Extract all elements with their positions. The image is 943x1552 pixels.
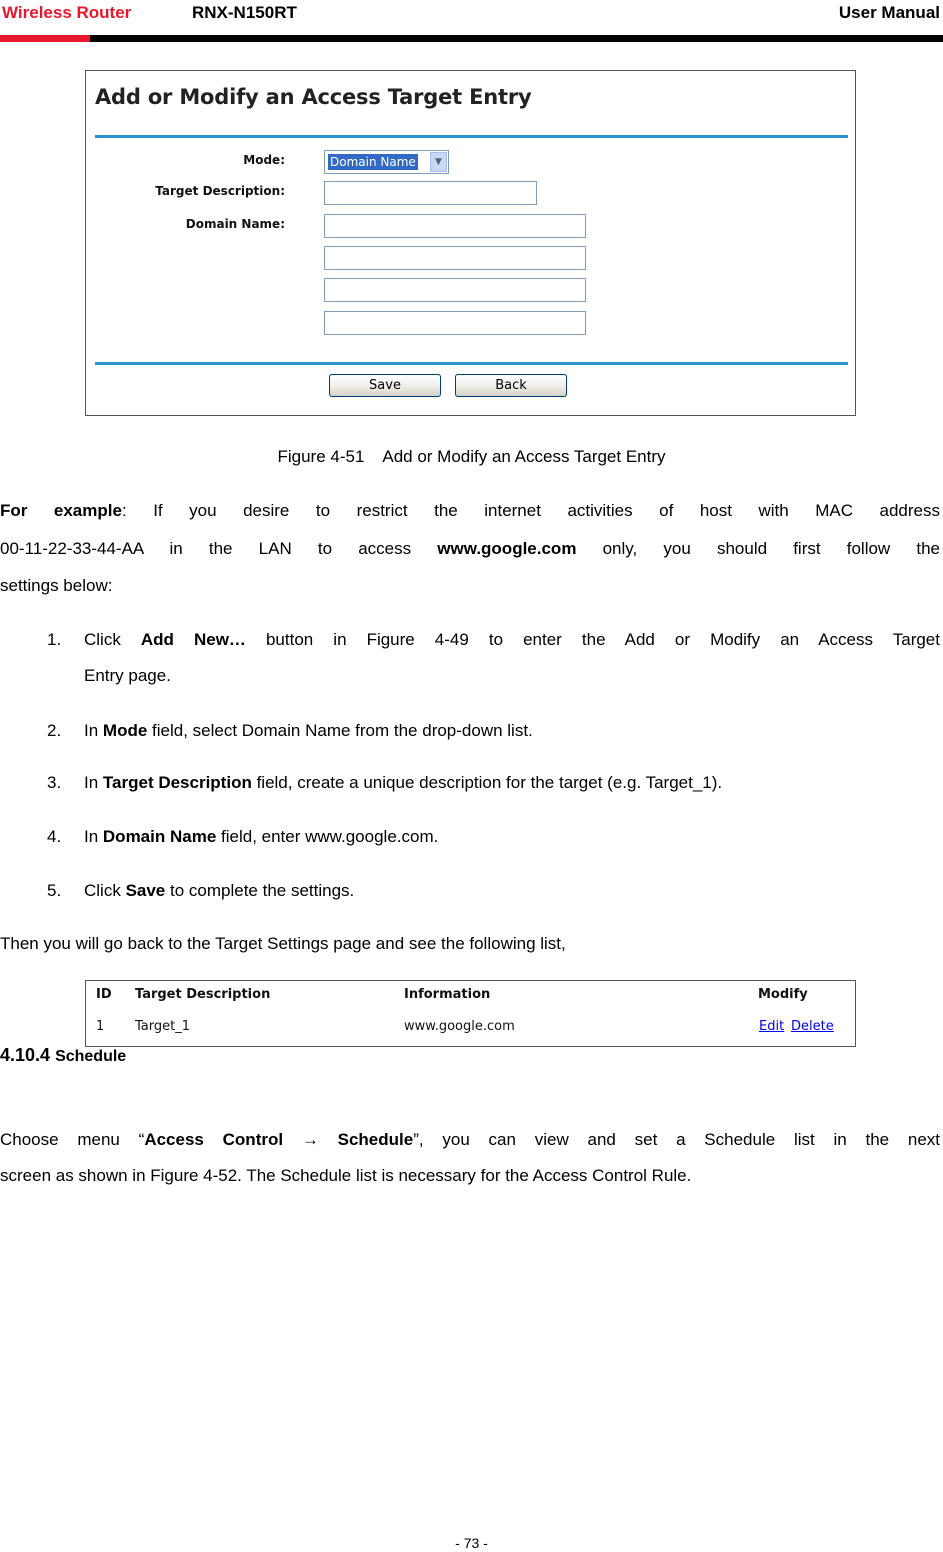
save-button[interactable]: Save bbox=[329, 374, 441, 397]
target-description-label: Target Description: bbox=[155, 184, 285, 198]
edit-link[interactable]: Edit bbox=[759, 1019, 785, 1034]
example-line-2-pre: 00-11-22-33-44-AA in the LAN to access bbox=[0, 539, 438, 558]
example-lead: For example bbox=[0, 501, 122, 520]
header-model: RNX-N150RT bbox=[192, 3, 297, 22]
header-rule-red bbox=[0, 35, 90, 42]
domain-name-input-1[interactable] bbox=[324, 214, 586, 238]
schedule-line-2: screen as shown in Figure 4-52. The Schedule list is necessary for the Access Control Rule. bbox=[0, 1166, 692, 1185]
target-description-input[interactable] bbox=[324, 181, 537, 205]
schedule-line-1 bbox=[0, 1121, 940, 1159]
page-header bbox=[0, 0, 943, 44]
domain-name-input-3[interactable] bbox=[324, 278, 586, 302]
then-paragraph: Then you will go back to the Target Settings page and see the following list, bbox=[0, 934, 566, 953]
mode-label: Mode: bbox=[243, 153, 285, 167]
example-line-2 bbox=[0, 530, 940, 568]
table-header-information: Information bbox=[404, 987, 491, 1002]
step-text-pre: In bbox=[84, 721, 103, 740]
header-manual-title: User Manual bbox=[838, 3, 940, 22]
step-text bbox=[84, 622, 940, 658]
step-text-post: field, create a unique description for the target (e.g. Target_1). bbox=[251, 773, 723, 792]
domain-name-label: Domain Name: bbox=[185, 217, 285, 231]
step-text-post: to complete the settings. bbox=[165, 881, 355, 900]
schedule-text-pre: Choose menu “ bbox=[0, 1130, 145, 1149]
table-cell-id: 1 bbox=[96, 1019, 105, 1034]
header-rule-black bbox=[90, 35, 943, 42]
step-text-continued: Entry page. bbox=[84, 666, 171, 685]
step-text bbox=[84, 873, 940, 909]
step-text-bold: Add New… bbox=[140, 630, 246, 649]
step-number: 1. bbox=[47, 630, 62, 649]
step-text-post: field, select Domain Name from the drop-down list. bbox=[147, 721, 533, 740]
section-heading bbox=[0, 1045, 126, 1066]
back-button[interactable]: Back bbox=[455, 374, 567, 397]
chevron-down-icon[interactable]: ▼ bbox=[430, 152, 447, 172]
mode-select[interactable] bbox=[324, 150, 449, 174]
step-text-bold: Domain Name bbox=[102, 827, 217, 846]
header-product: Wireless Router bbox=[2, 3, 132, 22]
step-number: 4. bbox=[47, 827, 62, 846]
target-list-table-screenshot bbox=[85, 980, 856, 1047]
domain-name-input-2[interactable] bbox=[324, 246, 586, 270]
table-cell-target: Target_1 bbox=[135, 1019, 190, 1034]
mode-selected-value: Domain Name bbox=[330, 155, 416, 169]
schedule-text-post: ”, you can view and set a Schedule list in the next bbox=[413, 1130, 941, 1149]
access-target-form-screenshot bbox=[85, 70, 856, 416]
step-text-post: button in Figure 4-49 to enter the Add or Modify an Access Target bbox=[245, 630, 940, 649]
example-line-1-text: : If you desire to restrict the internet activities of host with MAC address bbox=[121, 501, 941, 520]
figure-caption-4-51: Figure 4-51 Add or Modify an Access Target Entry bbox=[277, 447, 666, 466]
example-url: www.google.com bbox=[437, 539, 577, 558]
table-cell-information: www.google.com bbox=[404, 1019, 515, 1034]
step-text bbox=[84, 819, 940, 855]
step-number: 5. bbox=[47, 881, 62, 900]
step-number: 2. bbox=[47, 721, 62, 740]
step-text-bold: Target Description bbox=[102, 773, 252, 792]
domain-name-input-4[interactable] bbox=[324, 311, 586, 335]
step-text-bold: Mode bbox=[102, 721, 148, 740]
example-line-1 bbox=[0, 492, 940, 530]
step-text-pre: Click bbox=[84, 881, 126, 900]
step-number: 3. bbox=[47, 773, 62, 792]
step-text-pre: In bbox=[84, 773, 103, 792]
table-header-target-description: Target Description bbox=[135, 987, 271, 1002]
example-line-3: settings below: bbox=[0, 576, 113, 595]
step-text-pre: Click bbox=[84, 630, 141, 649]
form-divider-bottom bbox=[95, 362, 848, 365]
delete-link[interactable]: Delete bbox=[791, 1019, 834, 1034]
table-header-modify: Modify bbox=[758, 987, 808, 1002]
step-text bbox=[84, 713, 940, 749]
step-text-pre: In bbox=[84, 827, 103, 846]
menu-arrow: → bbox=[283, 1130, 338, 1149]
menu-access-control: Access Control bbox=[144, 1130, 284, 1149]
step-text-post: field, enter www.google.com. bbox=[216, 827, 439, 846]
section-title: Schedule bbox=[55, 1048, 127, 1065]
form-title: Add or Modify an Access Target Entry bbox=[95, 85, 532, 109]
example-line-2-post: only, you should first follow the bbox=[576, 539, 940, 558]
page-number: - 73 - bbox=[455, 1535, 488, 1551]
table-header-id: ID bbox=[96, 987, 112, 1002]
form-divider-top bbox=[95, 135, 848, 138]
menu-schedule: Schedule bbox=[337, 1130, 414, 1149]
step-text-bold: Save bbox=[125, 881, 166, 900]
step-text bbox=[84, 765, 940, 801]
section-number: 4.10.4 bbox=[0, 1045, 51, 1065]
